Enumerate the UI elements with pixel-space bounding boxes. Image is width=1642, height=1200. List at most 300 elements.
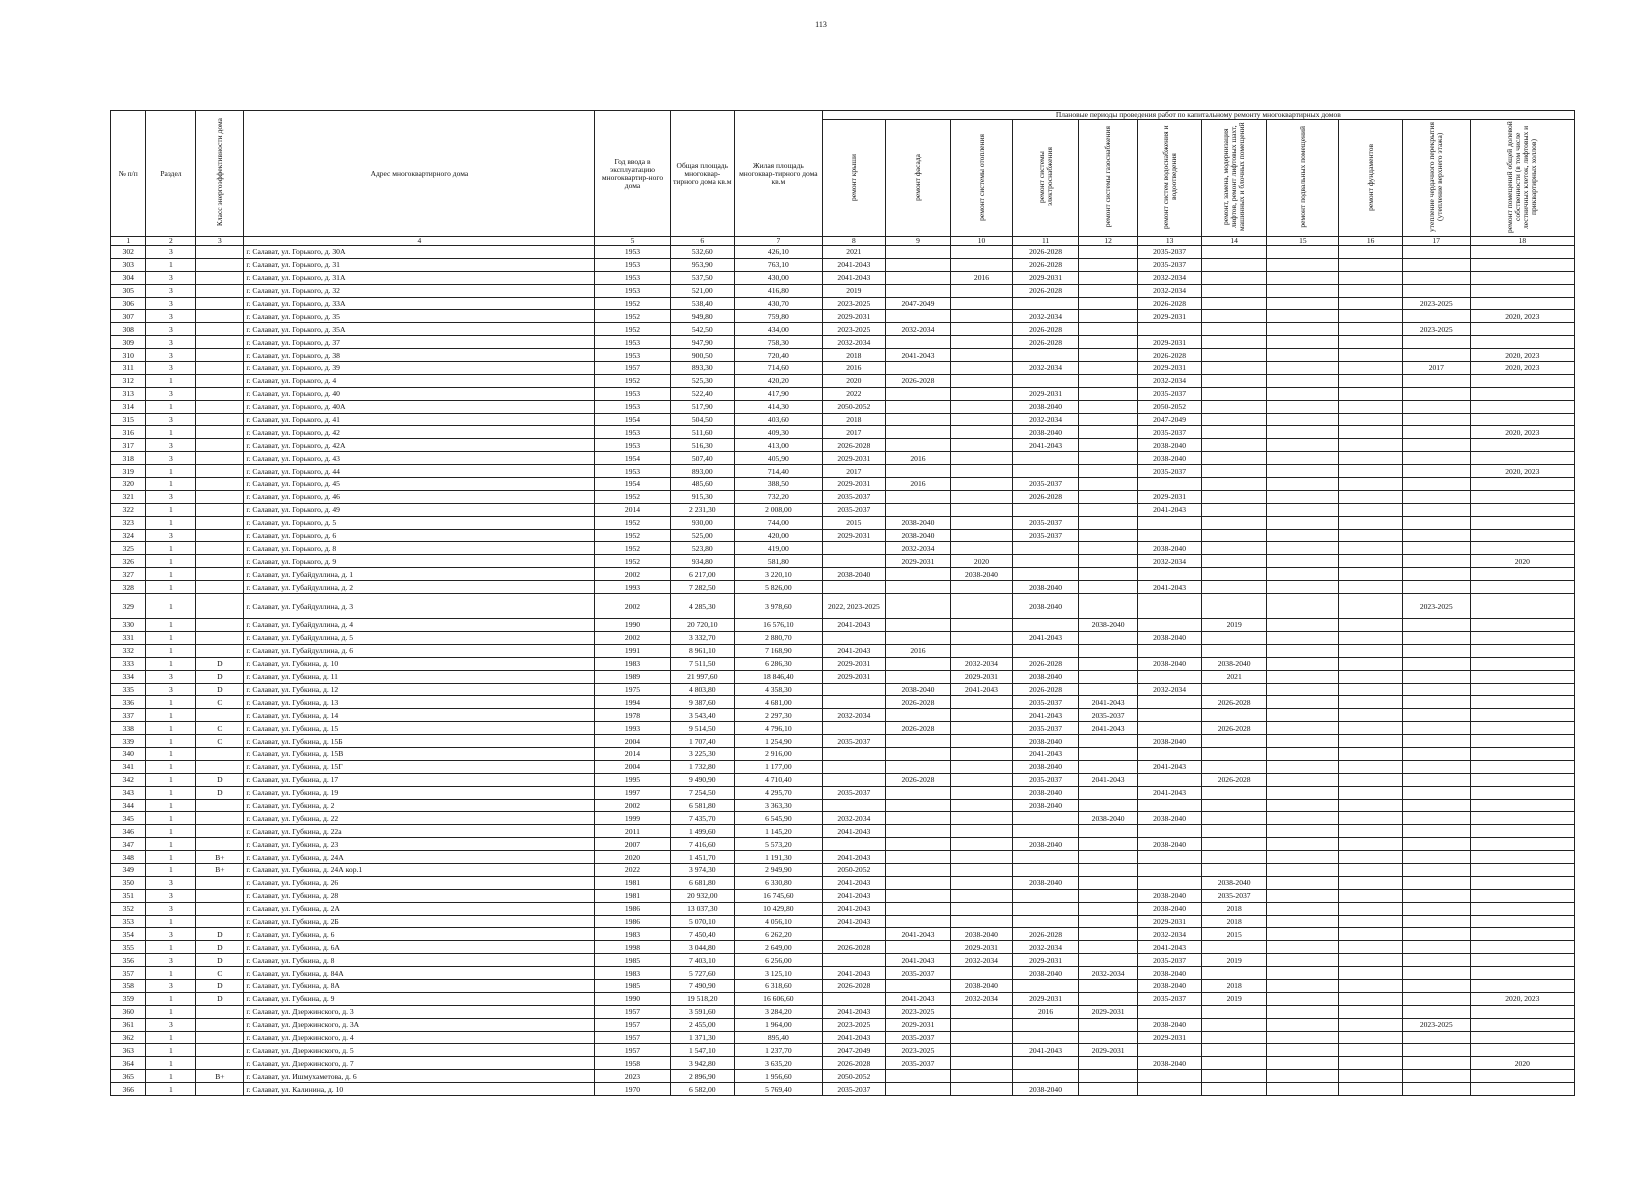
table-cell: 318 (111, 452, 146, 465)
table-cell (1470, 1018, 1574, 1031)
table-cell: 1978 (595, 709, 670, 722)
table-cell (196, 555, 244, 568)
table-cell: 2032-2034 (886, 323, 951, 336)
table-cell: 3 (146, 979, 196, 992)
table-cell: B+ (196, 863, 244, 876)
table-cell (1339, 271, 1403, 284)
table-cell: г. Салават, ул. Губайдуллина, д. 3 (244, 594, 595, 619)
table-cell: 329 (111, 594, 146, 619)
table-cell (1470, 773, 1574, 786)
table-cell: 2041-2043 (1013, 1044, 1079, 1057)
table-cell (196, 503, 244, 516)
table-cell: 2029-2031 (1138, 1031, 1202, 1044)
table-cell (1138, 478, 1202, 491)
table-cell (1470, 670, 1574, 683)
table-cell (1402, 465, 1470, 478)
table-body (111, 246, 1575, 1096)
table-cell: 1 (146, 374, 196, 387)
table-cell (1078, 400, 1137, 413)
table-row (111, 683, 1575, 696)
table-cell (1013, 297, 1079, 310)
table-cell (1470, 722, 1574, 735)
table-cell (1402, 799, 1470, 812)
table-cell (1267, 581, 1339, 594)
table-cell (1339, 478, 1403, 491)
table-cell (1402, 644, 1470, 657)
table-row (111, 1031, 1575, 1044)
header-energy-class: Класс энергоэффективности дома (196, 111, 244, 237)
table-cell (886, 786, 951, 799)
table-cell (1470, 1005, 1574, 1018)
table-cell: 1957 (595, 1044, 670, 1057)
table-cell (1267, 362, 1339, 375)
table-cell: 1993 (595, 581, 670, 594)
table-cell: 2029-2031 (950, 670, 1013, 683)
table-cell (886, 465, 951, 478)
table-cell: 5 826,00 (735, 581, 823, 594)
table-cell (1201, 812, 1267, 825)
table-cell: 1 (146, 992, 196, 1005)
table-cell (1402, 426, 1470, 439)
table-cell (1078, 863, 1137, 876)
table-cell: 2023-2025 (822, 297, 886, 310)
table-cell (196, 284, 244, 297)
table-cell: 915,30 (670, 490, 735, 503)
table-cell (1402, 902, 1470, 915)
table-cell (1138, 709, 1202, 722)
column-number-cell: 15 (1267, 237, 1339, 246)
table-cell: 1 (146, 773, 196, 786)
table-cell (1267, 529, 1339, 542)
table-cell (1078, 387, 1137, 400)
table-cell: 1 (146, 516, 196, 529)
table-cell: 2047-2049 (886, 297, 951, 310)
table-cell: 320 (111, 478, 146, 491)
table-cell: 3 635,20 (735, 1057, 823, 1070)
table-cell: 2018 (822, 349, 886, 362)
table-cell: 2 008,00 (735, 503, 823, 516)
table-cell: 8 961,10 (670, 644, 735, 657)
table-cell (1078, 542, 1137, 555)
table-cell (1267, 516, 1339, 529)
table-cell: 16 745,60 (735, 889, 823, 902)
table-cell (1470, 967, 1574, 980)
table-cell: 2032-2034 (950, 992, 1013, 1005)
table-cell (1470, 284, 1574, 297)
table-cell (1402, 1005, 1470, 1018)
table-cell (886, 246, 951, 259)
table-cell (1138, 825, 1202, 838)
table-cell (1470, 581, 1574, 594)
table-cell (822, 542, 886, 555)
table-cell (1013, 555, 1079, 568)
table-cell (1470, 760, 1574, 773)
table-cell (1078, 413, 1137, 426)
table-cell: 1 (146, 400, 196, 413)
table-cell (886, 1083, 951, 1096)
table-cell (1078, 644, 1137, 657)
table-cell (1201, 284, 1267, 297)
table-cell (1078, 825, 1137, 838)
table-cell: 324 (111, 529, 146, 542)
table-cell (950, 465, 1013, 478)
table-cell (1201, 1083, 1267, 1096)
table-cell (1402, 928, 1470, 941)
table-cell: 2035-2037 (886, 1031, 951, 1044)
table-cell (886, 426, 951, 439)
table-cell: 2035-2037 (822, 786, 886, 799)
table-cell (950, 258, 1013, 271)
table-cell (1470, 490, 1574, 503)
table-cell: 1 (146, 465, 196, 478)
table-cell (1201, 516, 1267, 529)
table-cell (1267, 1005, 1339, 1018)
table-cell (886, 825, 951, 838)
table-cell (1470, 1070, 1574, 1083)
table-cell: 2038-2040 (1138, 838, 1202, 851)
table-cell: 1952 (595, 490, 670, 503)
table-row (111, 336, 1575, 349)
table-cell (196, 889, 244, 902)
table-cell (1470, 799, 1574, 812)
table-cell (1470, 851, 1574, 864)
table-cell (1339, 876, 1403, 889)
table-cell: 1 (146, 1044, 196, 1057)
table-cell: 343 (111, 786, 146, 799)
table-cell (1402, 387, 1470, 400)
table-cell (1078, 979, 1137, 992)
table-cell: 434,00 (735, 323, 823, 336)
table-cell (1470, 915, 1574, 928)
table-cell: 1 (146, 722, 196, 735)
table-cell: 1 956,60 (735, 1070, 823, 1083)
table-cell: 1 707,40 (670, 735, 735, 748)
table-cell (1078, 568, 1137, 581)
table-cell: 1 (146, 258, 196, 271)
table-cell: 322 (111, 503, 146, 516)
table-cell: 1 547,10 (670, 1044, 735, 1057)
table-cell: г. Салават, ул. Горького, д. 44 (244, 465, 595, 478)
table-row (111, 876, 1575, 889)
table-cell: 1952 (595, 297, 670, 310)
table-cell (1339, 851, 1403, 864)
table-cell (950, 696, 1013, 709)
table-cell: 308 (111, 323, 146, 336)
table-cell (1470, 889, 1574, 902)
table-cell: 3 (146, 889, 196, 902)
table-cell: D (196, 670, 244, 683)
table-cell: 2026-2028 (822, 439, 886, 452)
table-cell (1201, 1057, 1267, 1070)
table-cell (1201, 967, 1267, 980)
table-cell: 3 974,30 (670, 863, 735, 876)
table-cell: 2038-2040 (1138, 735, 1202, 748)
table-cell (1402, 310, 1470, 323)
table-cell (1339, 786, 1403, 799)
table-cell: 2016 (886, 644, 951, 657)
table-cell (1402, 581, 1470, 594)
column-number-cell: 5 (595, 237, 670, 246)
table-cell: 2038-2040 (886, 683, 951, 696)
table-cell (1470, 246, 1574, 259)
table-cell: 2026-2028 (1013, 323, 1079, 336)
table-cell: 3 543,40 (670, 709, 735, 722)
table-cell (1402, 876, 1470, 889)
table-cell: 2041-2043 (1013, 631, 1079, 644)
table-row (111, 902, 1575, 915)
table-cell: 3 225,30 (670, 747, 735, 760)
table-cell (1339, 992, 1403, 1005)
table-cell (1267, 568, 1339, 581)
table-cell (1402, 619, 1470, 632)
table-cell (1267, 928, 1339, 941)
table-cell: 2020, 2023 (1470, 362, 1574, 375)
table-cell: 485,60 (670, 478, 735, 491)
table-cell (1013, 644, 1079, 657)
table-cell: 1954 (595, 413, 670, 426)
table-cell (1470, 568, 1574, 581)
table-row (111, 825, 1575, 838)
table-cell (1339, 581, 1403, 594)
table-cell (1339, 400, 1403, 413)
table-cell (1078, 747, 1137, 760)
table-cell: 2029-2031 (950, 941, 1013, 954)
table-cell: 2035-2037 (1138, 954, 1202, 967)
table-cell (1267, 773, 1339, 786)
table-cell (950, 786, 1013, 799)
table-cell: 7 254,50 (670, 786, 735, 799)
table-cell: 2038-2040 (950, 979, 1013, 992)
table-cell: 2038-2040 (1013, 735, 1079, 748)
table-cell (1201, 1018, 1267, 1031)
table-cell (1138, 773, 1202, 786)
table-cell (1201, 1044, 1267, 1057)
table-cell: 332 (111, 644, 146, 657)
table-cell (1402, 967, 1470, 980)
table-cell (886, 747, 951, 760)
table-cell: г. Салават, ул. Губайдуллина, д. 5 (244, 631, 595, 644)
table-cell: 2038-2040 (1013, 760, 1079, 773)
table-cell: 2026-2028 (886, 374, 951, 387)
table-row (111, 542, 1575, 555)
table-cell: 2035-2037 (822, 503, 886, 516)
table-cell: 2041-2043 (886, 928, 951, 941)
table-cell: 16 576,10 (735, 619, 823, 632)
table-cell: г. Салават, ул. Губкина, д. 22а (244, 825, 595, 838)
table-cell (1267, 863, 1339, 876)
table-cell (950, 1031, 1013, 1044)
table-cell (1138, 876, 1202, 889)
table-cell (1402, 670, 1470, 683)
table-cell (1470, 941, 1574, 954)
table-cell: 2035-2037 (886, 967, 951, 980)
table-cell: 542,50 (670, 323, 735, 336)
table-row (111, 812, 1575, 825)
table-cell: 1990 (595, 992, 670, 1005)
table-cell (1078, 683, 1137, 696)
table-cell (1339, 555, 1403, 568)
table-cell (196, 452, 244, 465)
table-cell: 2035-2037 (886, 1057, 951, 1070)
table-row (111, 284, 1575, 297)
table-cell: 2035-2037 (1138, 258, 1202, 271)
table-cell (1470, 709, 1574, 722)
table-cell: 525,30 (670, 374, 735, 387)
table-cell (1339, 902, 1403, 915)
table-cell (1267, 503, 1339, 516)
table-cell (1339, 747, 1403, 760)
table-cell (1470, 838, 1574, 851)
table-cell: 2018 (1201, 915, 1267, 928)
header-water-repair: ремонт систем водоснабжения и водоотведения (1138, 120, 1202, 237)
table-cell (1078, 465, 1137, 478)
table-cell (1267, 387, 1339, 400)
table-cell: 6 582,00 (670, 1083, 735, 1096)
table-cell (1402, 786, 1470, 799)
table-cell: 2032-2034 (1138, 683, 1202, 696)
table-cell (886, 902, 951, 915)
table-cell: 2026-2028 (1201, 722, 1267, 735)
table-cell: 2038-2040 (1013, 400, 1079, 413)
table-cell: г. Салават, ул. Дзержинского, д. 5 (244, 1044, 595, 1057)
table-cell (1078, 349, 1137, 362)
table-cell: 5 769,40 (735, 1083, 823, 1096)
table-cell: 1952 (595, 516, 670, 529)
capital-repair-schedule-table (110, 110, 1575, 1096)
table-cell (196, 310, 244, 323)
table-cell (1078, 1031, 1137, 1044)
table-cell (1402, 979, 1470, 992)
table-cell (1267, 657, 1339, 670)
table-cell (886, 851, 951, 864)
table-cell (950, 310, 1013, 323)
table-cell (1267, 954, 1339, 967)
table-cell (886, 876, 951, 889)
table-cell: 1 (146, 812, 196, 825)
table-cell (1402, 838, 1470, 851)
table-cell (1267, 889, 1339, 902)
table-cell: D (196, 683, 244, 696)
table-cell (1339, 503, 1403, 516)
table-row (111, 581, 1575, 594)
table-cell: 348 (111, 851, 146, 864)
column-number-cell: 1 (111, 237, 146, 246)
table-cell: 2026-2028 (1013, 928, 1079, 941)
table-cell: 1 964,00 (735, 1018, 823, 1031)
table-cell: 2017 (822, 426, 886, 439)
table-cell: 2038-2040 (1138, 812, 1202, 825)
table-cell: 344 (111, 799, 146, 812)
table-cell (950, 735, 1013, 748)
table-cell: г. Салават, ул. Губайдуллина, д. 2 (244, 581, 595, 594)
table-cell (1201, 825, 1267, 838)
table-cell: 2050-2052 (822, 1070, 886, 1083)
table-row (111, 722, 1575, 735)
table-cell: 2035-2037 (1013, 529, 1079, 542)
table-cell (1339, 258, 1403, 271)
table-cell: 357 (111, 967, 146, 980)
table-cell: 2014 (595, 747, 670, 760)
table-cell: г. Салават, ул. Губкина, д. 15Г (244, 760, 595, 773)
table-cell: 349 (111, 863, 146, 876)
table-cell: 1975 (595, 683, 670, 696)
table-cell (1470, 336, 1574, 349)
table-cell: 2029-2031 (1013, 954, 1079, 967)
table-cell: 6 545,90 (735, 812, 823, 825)
table-cell (196, 594, 244, 619)
table-cell (1339, 323, 1403, 336)
header-section: Раздел (146, 111, 196, 237)
table-cell: 354 (111, 928, 146, 941)
table-cell: 403,60 (735, 413, 823, 426)
table-cell: 1989 (595, 670, 670, 683)
table-cell: 1 732,80 (670, 760, 735, 773)
table-cell (1138, 323, 1202, 336)
table-cell (1470, 452, 1574, 465)
table-cell: 4 358,30 (735, 683, 823, 696)
table-cell (196, 413, 244, 426)
table-cell: 312 (111, 374, 146, 387)
table-cell: 2038-2040 (1138, 657, 1202, 670)
table-cell: 2019 (822, 284, 886, 297)
table-cell (1470, 786, 1574, 799)
table-cell: 1991 (595, 644, 670, 657)
table-cell (1201, 387, 1267, 400)
table-cell: 6 330,80 (735, 876, 823, 889)
table-cell: г. Салават, ул. Губкина, д. 8 (244, 954, 595, 967)
table-cell: 2041-2043 (1138, 760, 1202, 773)
table-cell: 2038-2040 (1138, 1018, 1202, 1031)
table-cell: 2018 (822, 413, 886, 426)
table-cell: 2038-2040 (1138, 889, 1202, 902)
table-cell: 2029-2031 (822, 529, 886, 542)
table-cell (1267, 941, 1339, 954)
table-cell (196, 246, 244, 259)
table-cell: 2022 (822, 387, 886, 400)
table-cell: 2020, 2023 (1470, 349, 1574, 362)
table-cell: 2029-2031 (1013, 387, 1079, 400)
table-cell (1201, 568, 1267, 581)
table-cell: 304 (111, 271, 146, 284)
table-cell (1339, 683, 1403, 696)
table-cell (1339, 735, 1403, 748)
table-cell: г. Салават, ул. Горького, д. 31А (244, 271, 595, 284)
table-cell: 2041-2043 (822, 619, 886, 632)
table-cell: 1 (146, 1083, 196, 1096)
table-cell (196, 271, 244, 284)
table-cell (950, 915, 1013, 928)
table-cell: 2041-2043 (822, 915, 886, 928)
table-cell (1339, 889, 1403, 902)
table-cell (1078, 786, 1137, 799)
table-cell: 2041-2043 (1078, 696, 1137, 709)
table-cell: 2038-2040 (1138, 631, 1202, 644)
table-row (111, 271, 1575, 284)
table-cell (1138, 529, 1202, 542)
table-cell: 2026-2028 (1013, 683, 1079, 696)
table-cell (1138, 696, 1202, 709)
table-cell: г. Салават, ул. Губкина, д. 17 (244, 773, 595, 786)
table-cell (822, 992, 886, 1005)
table-cell (1339, 915, 1403, 928)
table-cell: 3 591,60 (670, 1005, 735, 1018)
table-cell: 2026-2028 (886, 696, 951, 709)
table-cell (1138, 594, 1202, 619)
table-cell: 1958 (595, 1057, 670, 1070)
table-cell (950, 1005, 1013, 1018)
table-cell: 947,90 (670, 336, 735, 349)
table-cell: 6 318,60 (735, 979, 823, 992)
